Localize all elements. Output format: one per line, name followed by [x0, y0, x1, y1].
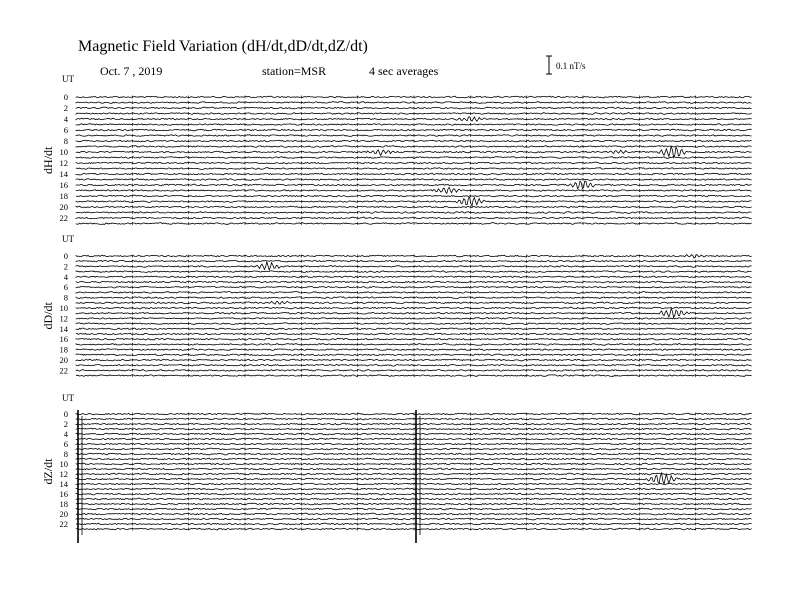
hour-tick-label: 12 — [59, 158, 68, 168]
hour-tick-label: 4 — [63, 271, 68, 282]
hour-tick-label: 16 — [59, 489, 68, 499]
hour-tick-label: 8 — [63, 292, 68, 303]
hour-tick-label: 20 — [59, 202, 68, 212]
hour-tick-label: 18 — [59, 344, 68, 355]
hour-tick-label: 16 — [59, 334, 68, 345]
hour-tick-label: 12 — [59, 313, 68, 324]
hour-tick-label: 2 — [63, 103, 68, 113]
hour-tick-label: 14 — [59, 169, 68, 179]
ut-axis-label: UT — [62, 74, 74, 84]
hour-tick-label: 10 — [59, 147, 68, 157]
hour-tick-label: 22 — [59, 213, 68, 223]
hour-tick-label: 6 — [63, 439, 68, 449]
hour-tick-label: 14 — [59, 323, 68, 334]
hour-tick-label: 12 — [59, 469, 68, 479]
scale-bar-label: 0.1 nT/s — [556, 61, 586, 71]
hour-tick-label: 0 — [63, 92, 68, 102]
hour-tick-label: 22 — [59, 365, 68, 376]
hour-tick-label: 6 — [63, 125, 68, 135]
hour-tick-label: 8 — [63, 449, 68, 459]
hour-tick-label: 20 — [59, 355, 68, 365]
hour-tick-label: 8 — [63, 136, 68, 146]
hour-tick-label: 22 — [59, 519, 68, 529]
hour-tick-label: 4 — [63, 429, 68, 439]
panel-ylabel: dD/dt — [41, 302, 55, 330]
chart-title: Magnetic Field Variation (dH/dt,dD/dt,dZ/dt) — [78, 38, 368, 55]
hour-tick-label: 10 — [59, 303, 68, 313]
hour-tick-label: 2 — [63, 419, 68, 429]
hour-tick-label: 10 — [59, 459, 68, 469]
hour-tick-label: 0 — [63, 409, 68, 419]
panel-ylabel: dH/dt — [41, 146, 55, 174]
hour-tick-label: 0 — [63, 251, 68, 261]
hour-tick-label: 6 — [63, 282, 68, 293]
hour-tick-label: 16 — [59, 180, 68, 190]
hour-tick-label: 20 — [59, 509, 68, 519]
hour-tick-label: 18 — [59, 191, 68, 201]
hour-tick-label: 14 — [59, 479, 68, 489]
hour-tick-label: 4 — [63, 114, 68, 124]
station-label: station=MSR — [262, 64, 327, 78]
ut-axis-label: UT — [62, 393, 74, 403]
panel-ylabel: dZ/dt — [41, 458, 55, 485]
ut-axis-label: UT — [62, 234, 74, 244]
date-label: Oct. 7 , 2019 — [100, 64, 163, 78]
hour-tick-label: 18 — [59, 499, 68, 509]
averaging-label: 4 sec averages — [369, 64, 439, 78]
hour-tick-label: 2 — [63, 261, 68, 272]
